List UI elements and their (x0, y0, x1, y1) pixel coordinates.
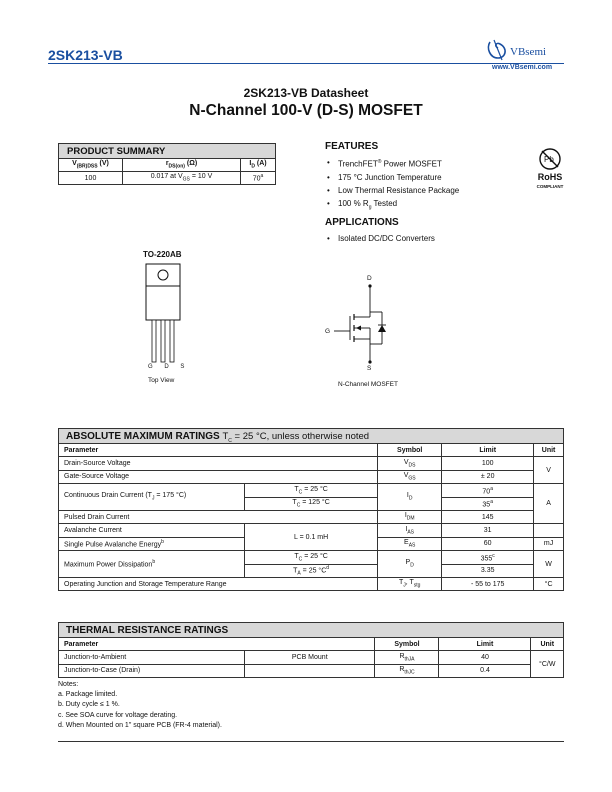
abs-max-title-bar (58, 428, 564, 443)
ps-header-vbrdss: $V_{(BR)DSS}$ (V) (59, 159, 123, 172)
applications-section (325, 217, 435, 245)
row-symbol: $R_{thJC}$ (375, 664, 439, 677)
row-param: Avalanche Current (59, 524, 245, 537)
row-limit: 35$^a$ (442, 497, 534, 510)
row-param: Junction-to-Ambient (59, 651, 245, 664)
note-item: c. See SOA curve for voltage derating. (58, 711, 178, 719)
abs-max-title: ABSOLUTE MAXIMUM RATINGS (66, 431, 220, 442)
features-heading: FEATURES (325, 141, 379, 152)
row-condition: PCB Mount (245, 651, 375, 664)
row-condition: $T_C = 125$ °C (245, 497, 378, 510)
note-item: b. Duty cycle ≤ 1 %. (58, 701, 120, 709)
ps-header-id: $I_D$ (A) (241, 159, 276, 172)
row-unit: V (534, 457, 564, 484)
package-pin-labels: G D S (148, 364, 190, 370)
row-symbol: $I_{DM}$ (378, 510, 442, 523)
header-rule (48, 63, 564, 64)
application-item: • Isolated DC/DC Converters (325, 232, 435, 245)
notes (58, 680, 222, 731)
col-header-limit: Limit (442, 444, 534, 457)
row-param: Maximum Power Dissipation$^b$ (59, 551, 245, 578)
row-limit: 31 (442, 524, 534, 537)
product-summary (58, 143, 276, 185)
table-row (59, 470, 564, 483)
package-view-label: Top View (148, 377, 175, 384)
mosfet-caption: N-Channel MOSFET (338, 381, 398, 388)
row-limit: 145 (442, 510, 534, 523)
row-unit: °C/W (531, 651, 564, 678)
row-condition: L = 0.1 mH (245, 524, 378, 551)
ps-header-rdson: $r_{DS(on)}$ (Ω) (123, 159, 241, 172)
logo-text: VBsemi (510, 46, 547, 58)
document-subtitle: N-Channel 100-V (D-S) MOSFET (189, 102, 423, 119)
row-limit: 0.4 (439, 664, 531, 677)
vbsemi-logo (484, 38, 564, 62)
row-condition: $T_C = 25$ °C (245, 484, 378, 497)
col-header-symbol: Symbol (375, 638, 439, 651)
row-condition: $T_A = 25$ $^\circ C^d$ (245, 564, 378, 577)
feature-item: • Low Thermal Resistance Package (325, 184, 459, 197)
ps-value-rdson: 0.017 at $V_{GS} = 10$ V (123, 172, 241, 185)
row-symbol: $E_{AS}$ (378, 537, 442, 550)
table-row (59, 484, 564, 497)
abs-max-condition: $T_C = 25$ °C, unless otherwise noted (222, 431, 370, 444)
rohs-label: RoHS (537, 172, 563, 182)
table-header-row (59, 638, 564, 651)
table-row (59, 524, 564, 537)
svg-text:Pb: Pb (544, 155, 554, 164)
row-symbol: $P_D$ (378, 551, 442, 578)
row-limit: 40 (439, 651, 531, 664)
source-label: S (367, 365, 372, 372)
col-header-limit: Limit (439, 638, 531, 651)
col-header-unit: Unit (534, 444, 564, 457)
row-param: Junction-to-Case (Drain) (59, 664, 245, 677)
to220-package-drawing (138, 262, 188, 364)
row-symbol: $I_{AS}$ (378, 524, 442, 537)
table-row (59, 457, 564, 470)
abs-max-table (58, 443, 564, 591)
col-header-unit: Unit (531, 638, 564, 651)
row-unit: °C (534, 577, 564, 590)
table-row (59, 510, 564, 523)
document-title: 2SK213-VB Datasheet (243, 86, 369, 100)
absolute-maximum-ratings (58, 428, 564, 591)
header-part-number: 2SK213-VB (48, 47, 123, 63)
note-item: a. Package limited. (58, 691, 118, 699)
row-limit: ± 20 (442, 470, 534, 483)
product-summary-caption: PRODUCT SUMMARY (58, 143, 276, 158)
ps-value-id: 70$^a$ (241, 172, 276, 185)
row-condition: $T_C = 25$ °C (245, 551, 378, 564)
feature-item: • 175 °C Junction Temperature (325, 171, 459, 184)
note-item: d. When Mounted on 1" square PCB (FR-4 material). (58, 721, 222, 729)
thermal-title-bar (58, 622, 564, 637)
gate-label: G (325, 328, 331, 335)
row-condition (245, 664, 375, 677)
row-param: Drain-Source Voltage (59, 457, 378, 470)
feature-item: • TrenchFET® Power MOSFET (325, 156, 459, 171)
col-header-parameter: Parameter (59, 638, 375, 651)
col-header-symbol: Symbol (378, 444, 442, 457)
table-row (59, 551, 564, 564)
row-limit: 70$^a$ (442, 484, 534, 497)
row-param: Gate-Source Voltage (59, 470, 378, 483)
row-symbol: $I_D$ (378, 484, 442, 511)
notes-heading: Notes: (58, 681, 79, 688)
product-summary-table (58, 158, 276, 185)
row-param: Single Pulse Avalanche Energy$^b$ (59, 537, 245, 550)
row-param: Operating Junction and Storage Temperature Range (59, 577, 378, 590)
applications-list (325, 232, 435, 245)
row-unit: W (534, 551, 564, 578)
ps-value-vbrdss: 100 (59, 172, 123, 185)
table-row (59, 577, 564, 590)
drain-label: D (367, 275, 372, 282)
row-param: Pulsed Drain Current (59, 510, 378, 523)
row-symbol: $V_{DS}$ (378, 457, 442, 470)
n-channel-mosfet-symbol (320, 272, 410, 376)
feature-item: • 100 % $R_g$ Tested (325, 197, 459, 215)
row-limit: 100 (442, 457, 534, 470)
features-list (325, 156, 459, 215)
footer-rule (58, 741, 564, 742)
thermal-table (58, 637, 564, 678)
table-row (59, 651, 564, 664)
applications-heading: APPLICATIONS (325, 217, 399, 228)
row-unit: A (534, 484, 564, 524)
header-website[interactable]: www.VBsemi.com (492, 64, 553, 71)
table-header-row (59, 444, 564, 457)
col-header-parameter: Parameter (59, 444, 378, 457)
package-label: TO-220AB (143, 250, 182, 259)
row-limit: 60 (442, 537, 534, 550)
row-param: Continuous Drain Current ($T_J = 175$ °C) (59, 484, 245, 511)
row-limit: 355$^c$ (442, 551, 534, 564)
thermal-resistance-ratings (58, 622, 564, 678)
row-limit: 3.35 (442, 564, 534, 577)
row-limit: - 55 to 175 (442, 577, 534, 590)
row-symbol: $R_{thJA}$ (375, 651, 439, 664)
row-unit: mJ (534, 537, 564, 550)
table-row (59, 664, 564, 677)
thermal-title: THERMAL RESISTANCE RATINGS (66, 625, 229, 636)
row-symbol: $T_J$, $T_{stg}$ (378, 577, 442, 590)
row-unit (534, 524, 564, 537)
row-symbol: $V_{GS}$ (378, 470, 442, 483)
features-section (325, 141, 459, 215)
rohs-sub-label: COMPLIANT (536, 184, 564, 189)
